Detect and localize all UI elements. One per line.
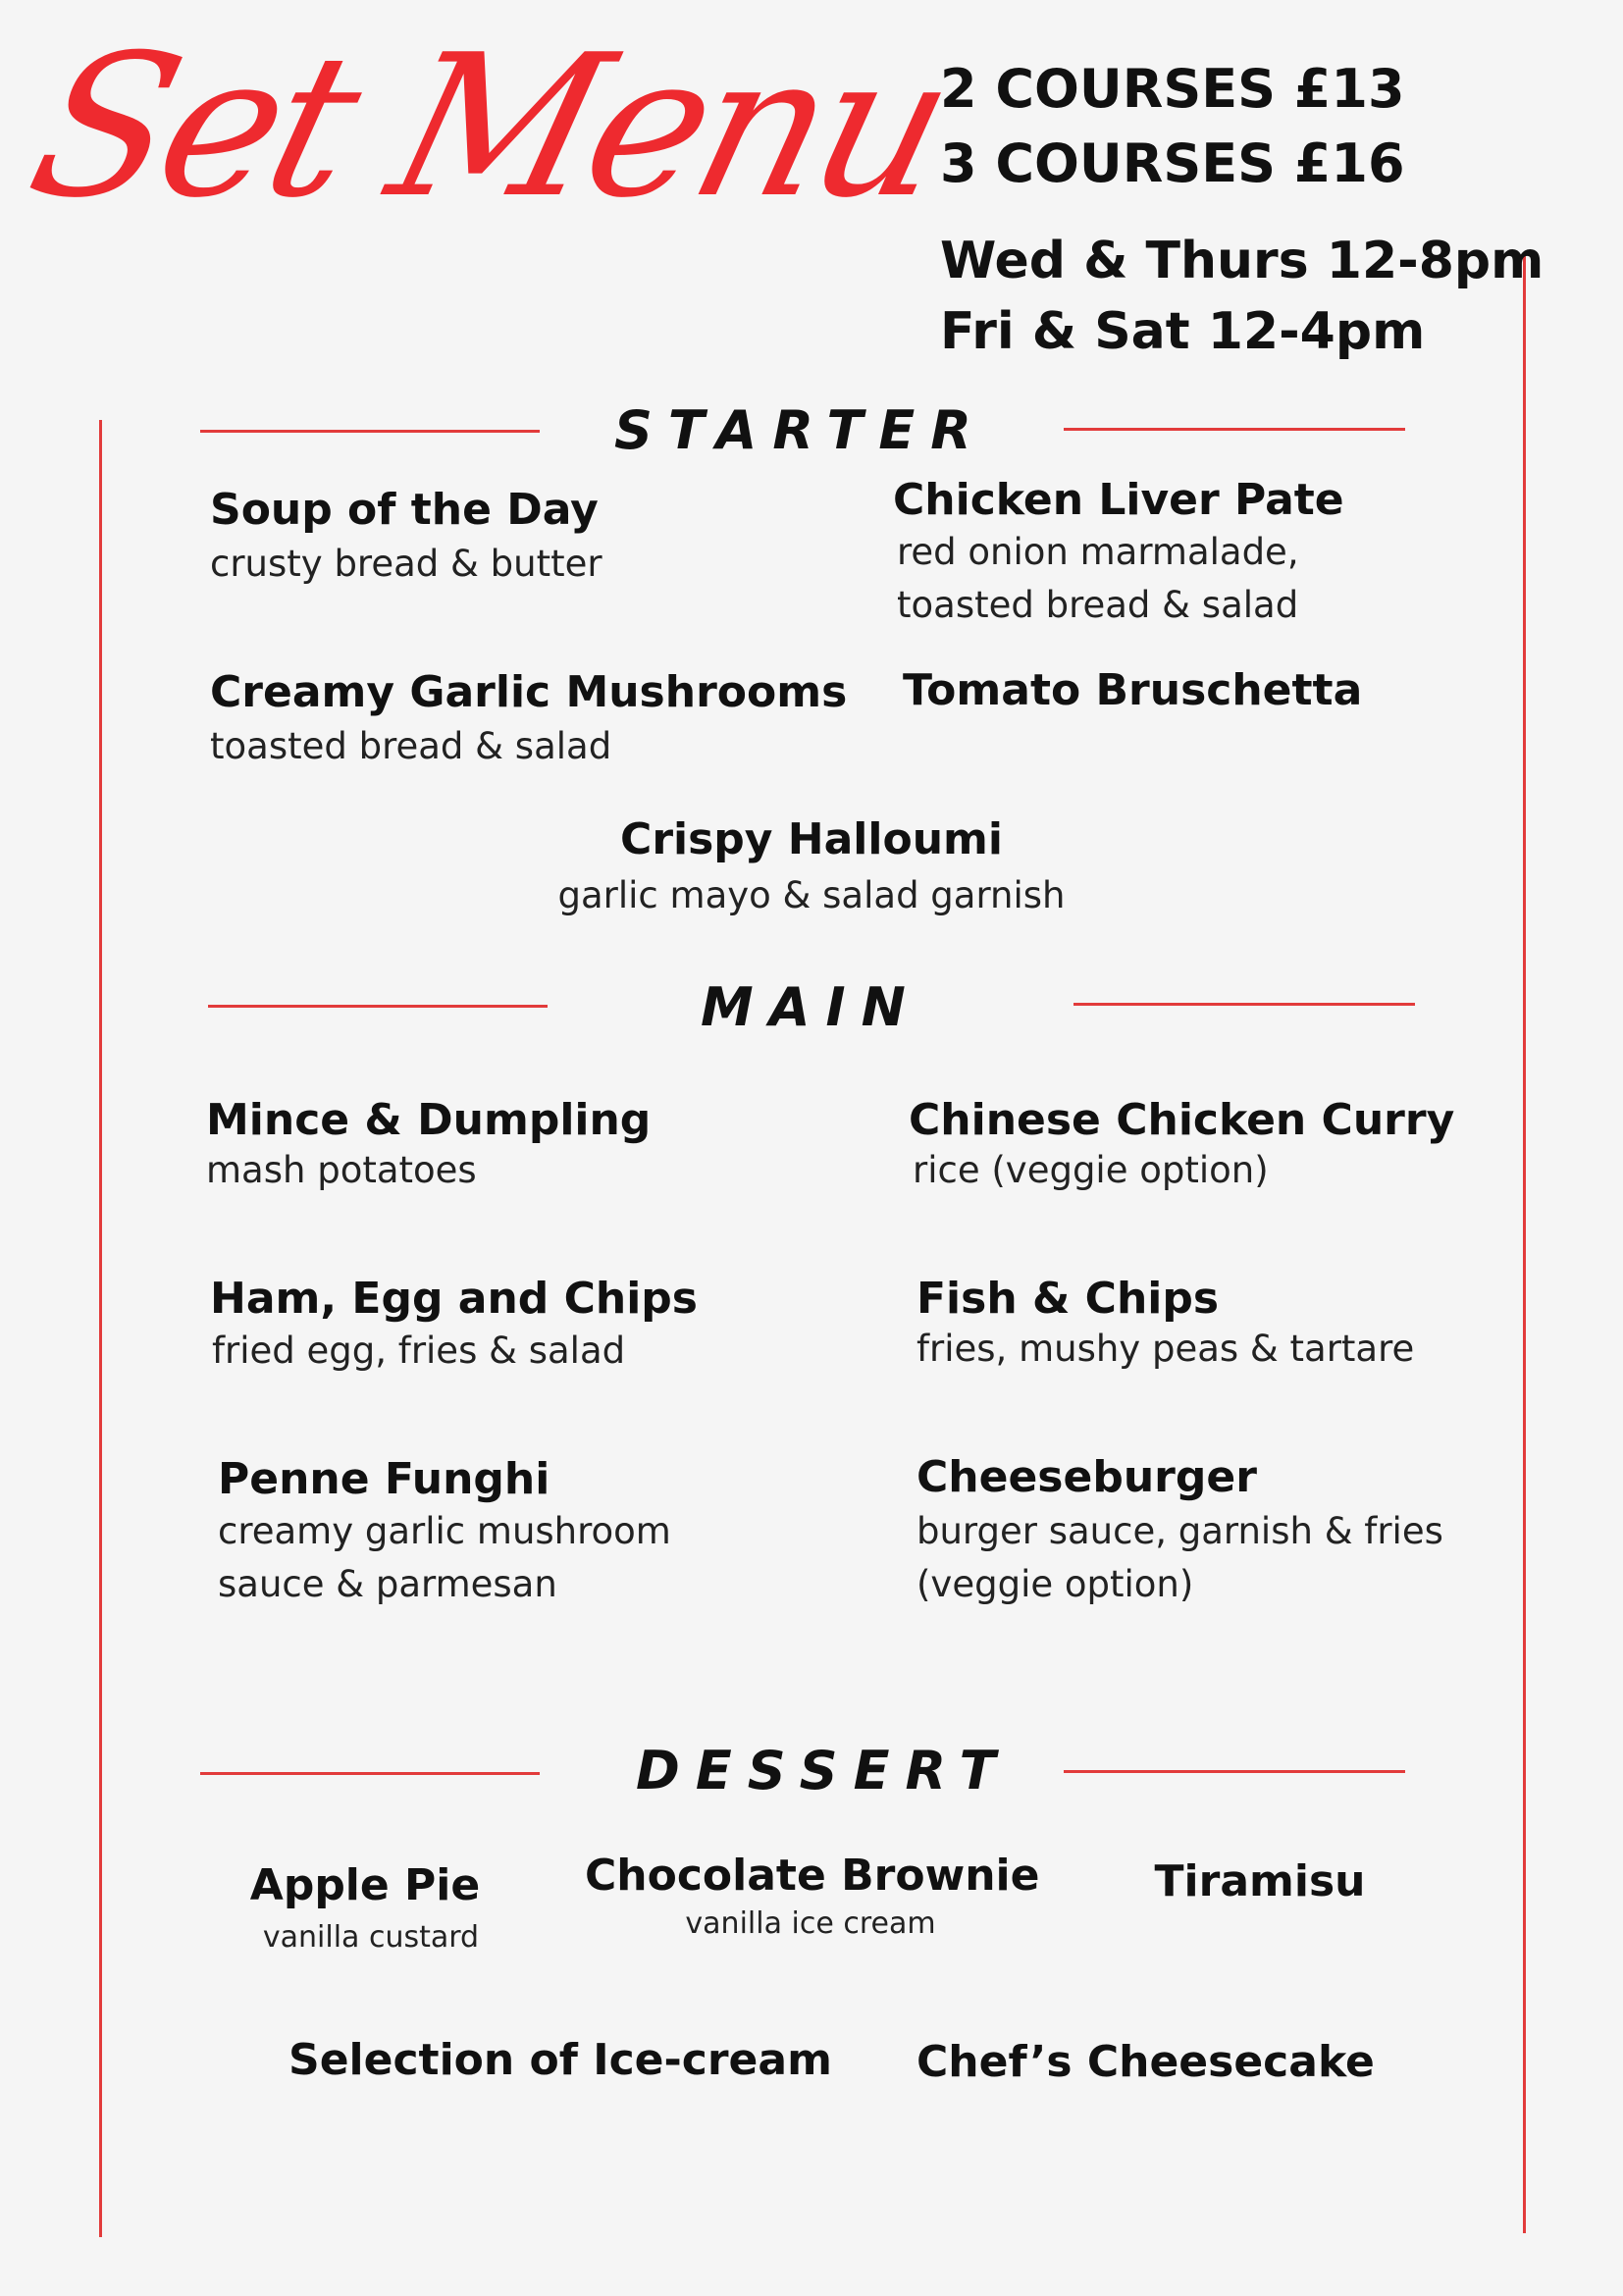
dessert-item-name: Apple Pie xyxy=(249,1860,481,1910)
starter-item-name: Crispy Halloumi xyxy=(620,814,1003,864)
main-divider-right xyxy=(1073,1003,1415,1006)
dessert-divider-right xyxy=(1064,1770,1405,1773)
dessert-item-name: Selection of Ice-cream xyxy=(288,2035,832,2085)
hours-weekday: Wed & Thurs 12-8pm xyxy=(940,232,1544,290)
main-heading: MAIN xyxy=(701,976,921,1038)
main-item-name: Mince & Dumpling xyxy=(206,1095,652,1145)
main-item-desc: mash potatoes xyxy=(206,1149,477,1191)
main-item-name: Ham, Egg and Chips xyxy=(210,1274,698,1324)
main-item-desc: creamy garlic mushroom sauce & parmesan xyxy=(218,1510,671,1605)
hours-weekend: Fri & Sat 12-4pm xyxy=(940,302,1426,361)
price-two-courses: 2 COURSES £13 xyxy=(940,58,1405,120)
main-item-desc: burger sauce, garnish & fries (veggie option) xyxy=(916,1510,1443,1605)
main-item-name: Cheeseburger xyxy=(916,1452,1257,1502)
starter-item-name: Tomato Bruschetta xyxy=(903,665,1363,715)
starter-divider-left xyxy=(200,430,540,433)
starter-item-desc: red onion marmalade, toasted bread & salad xyxy=(897,531,1299,626)
main-item-desc: rice (veggie option) xyxy=(913,1149,1269,1191)
price-three-courses: 3 COURSES £16 xyxy=(940,132,1405,194)
starter-item-desc: garlic mayo & salad garnish xyxy=(557,874,1066,916)
right-border-line xyxy=(1523,253,1526,2233)
left-border-line xyxy=(99,420,102,2237)
dessert-heading: DESSERT xyxy=(636,1740,1012,1801)
starter-item-name: Creamy Garlic Mushrooms xyxy=(210,667,848,717)
starter-item-desc: toasted bread & salad xyxy=(210,725,612,767)
dessert-item-name: Tiramisu xyxy=(1154,1856,1366,1906)
main-item-desc: fries, mushy peas & tartare xyxy=(916,1328,1415,1370)
dessert-item-name: Chef’s Cheesecake xyxy=(916,2037,1375,2087)
starter-item-name: Soup of the Day xyxy=(210,485,599,535)
starter-divider-right xyxy=(1064,428,1405,431)
main-item-name: Fish & Chips xyxy=(916,1274,1220,1324)
main-item-desc: fried egg, fries & salad xyxy=(212,1330,626,1372)
dessert-item-name: Chocolate Brownie xyxy=(585,1851,1040,1901)
starter-heading: STARTER xyxy=(614,399,987,461)
menu-title: Set Menu xyxy=(11,13,968,241)
dessert-divider-left xyxy=(200,1772,540,1775)
main-divider-left xyxy=(208,1005,548,1008)
dessert-item-desc: vanilla custard xyxy=(262,1920,480,1955)
main-item-name: Chinese Chicken Curry xyxy=(909,1095,1455,1145)
main-item-name: Penne Funghi xyxy=(218,1454,550,1504)
starter-item-name: Chicken Liver Pate xyxy=(893,475,1344,525)
starter-item-desc: crusty bread & butter xyxy=(210,543,602,585)
dessert-item-desc: vanilla ice cream xyxy=(685,1906,936,1941)
